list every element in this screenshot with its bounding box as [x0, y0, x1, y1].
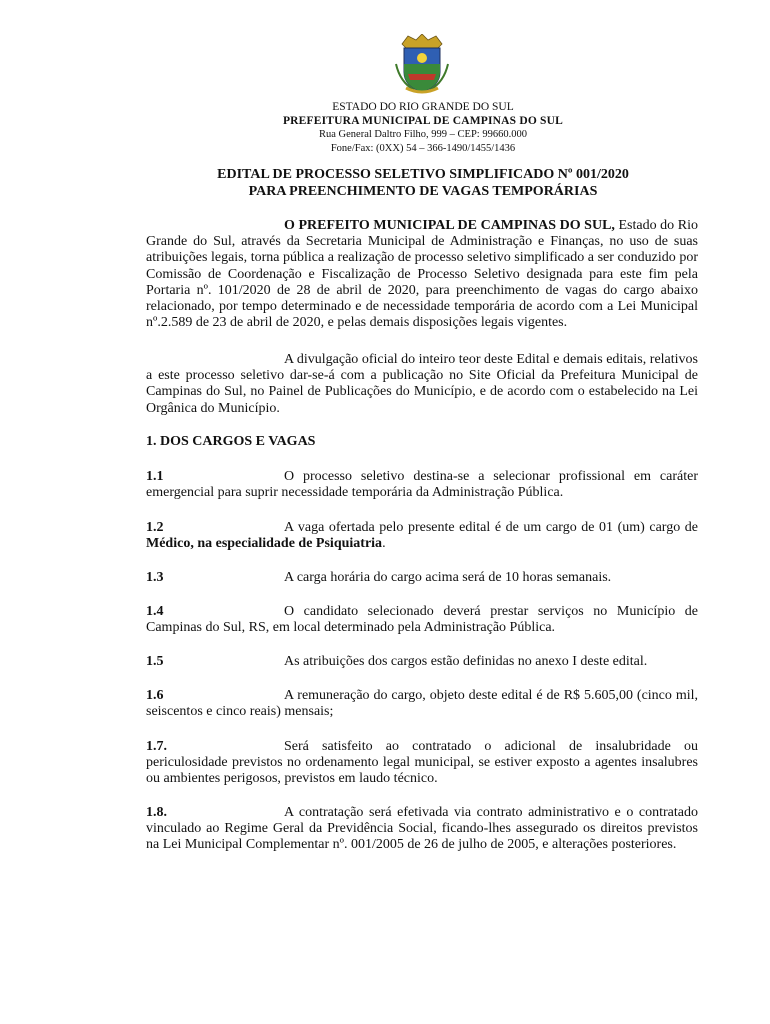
- clause-text: O processo seletivo destina-se a selecionar profissional em caráter emergencial para suprir necessidade temporária da Administração Pública.: [146, 469, 698, 501]
- clause-1-7: [146, 739, 698, 788]
- intro-paragraph-1: [146, 218, 698, 331]
- clause-1-6: [146, 688, 698, 720]
- clause-text: As atribuições dos cargos estão definidas no anexo I deste edital.: [284, 654, 648, 669]
- clause-number: 1.5: [146, 654, 164, 669]
- document-title-line-2: PARA PREENCHIMENTO DE VAGAS TEMPORÁRIAS: [248, 184, 598, 199]
- phone-fax: Fone/Fax: (0XX) 54 – 366-1490/1455/1436: [330, 143, 516, 154]
- prefecture-name: PREFEITURA MUNICIPAL DE CAMPINAS DO SUL: [282, 115, 564, 127]
- address: Rua General Daltro Filho, 999 – CEP: 99660.000: [319, 129, 527, 140]
- clause-number: 1.8.: [146, 805, 167, 820]
- clause-number: 1.2: [146, 520, 164, 535]
- clause-1-8: [146, 805, 698, 854]
- clause-1-2: [146, 520, 698, 552]
- intro-lead: O PREFEITO MUNICIPAL DE CAMPINAS DO SUL,: [284, 218, 615, 233]
- state-name: ESTADO DO RIO GRANDE DO SUL: [332, 101, 514, 113]
- intro-text: Estado do Rio Grande do Sul, através da Secretaria Municipal de Administração e Finanças, no uso de suas atribuições legais, torna pública a realização de processo seletivo simplificado a ser conduzido por Comissão de Coordenação e Fiscalização de Processo Seletivo designada para este fim pela Portaria nº. 101/2020 de 28 de abril de 2020, para preenchimento de vagas do cargo abaixo relacionado, por tempo determinado e de necessidade temporária de acordo com a Lei Municipal nº.2.589 de 23 de abril de 2020, e pelas demais disposições legais vigentes.: [146, 218, 698, 331]
- clause-1-4: [146, 604, 698, 636]
- clause-number: 1.4: [146, 604, 164, 619]
- clause-number: 1.7.: [146, 739, 167, 754]
- clause-text-main: A vaga ofertada pelo presente edital é de um cargo de 01 (um) cargo de: [284, 520, 698, 535]
- clause-1-3: [146, 570, 698, 586]
- clause-number: 1.3: [146, 570, 164, 585]
- clause-text: A remuneração do cargo, objeto deste edital é de R$ 5.605,00 (cinco mil, seiscentos e cinco reais) mensais;: [146, 688, 698, 720]
- clause-text-tail: .: [382, 536, 386, 552]
- clause-1-1: [146, 469, 698, 501]
- clause-number: 1.1: [146, 469, 164, 484]
- job-title: Médico, na especialidade de Psiquiatria: [146, 536, 383, 552]
- clause-text: [146, 520, 698, 552]
- clause-text: A contratação será efetivada via contrato administrativo e o contratado vinculado ao Regime Geral da Previdência Social, ficando-lhes assegurado os direitos previstos na Lei Municipal Complementar nº. 001/2005 de 26 de julho de 2005, e alterações posteriores.: [146, 805, 698, 853]
- intro-paragraph-2: A divulgação oficial do inteiro teor deste Edital e demais editais, relativos a este processo seletivo dar-se-á com a publicação no Site Oficial da Prefeitura Municipal de Campinas do Sul, no Painel de Publicações do Município, e de acordo com o estabelecido na Lei Orgânica do Município.: [146, 352, 698, 416]
- clause-text: Será satisfeito ao contratado o adicional de insalubridade ou periculosidade previstos no ordenamento legal municipal, se estiver exposto a agentes insalubres ou ambientes perigosos, previstos em laudo técnico.: [146, 739, 698, 787]
- clause-1-5: [146, 654, 698, 670]
- document-title-line-1: EDITAL DE PROCESSO SELETIVO SIMPLIFICADO Nº 001/2020: [217, 167, 629, 182]
- section-heading: 1. DOS CARGOS E VAGAS: [146, 434, 316, 449]
- clause-number: 1.6: [146, 688, 164, 703]
- clause-text: O candidato selecionado deverá prestar serviços no Município de Campinas do Sul, RS, em local determinado pela Administração Pública.: [146, 604, 698, 636]
- municipal-coat-of-arms: [394, 34, 450, 96]
- clause-text: A carga horária do cargo acima será de 10 horas semanais.: [284, 570, 612, 585]
